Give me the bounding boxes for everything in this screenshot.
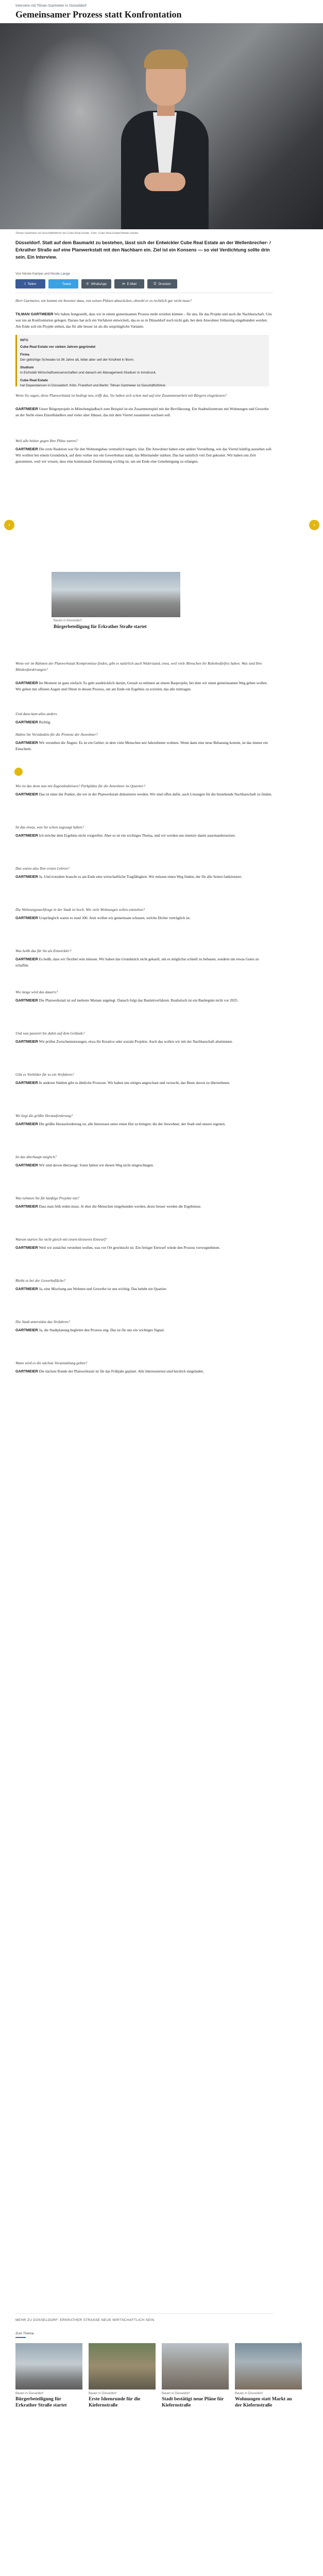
article-headline: Gemeinsamer Prozess statt Konfrontation — [15, 9, 182, 20]
related-card-title: Erste Ideenrunde für die Kiefernstraße — [89, 2397, 141, 2408]
related-heading: Zum Thema — [15, 2332, 34, 2335]
question: Was nehmen Sie für künftige Projekte mit? — [15, 1196, 79, 1200]
article-kicker: Interview mit Tilman Gartmeier in Düsseldorf — [15, 4, 87, 8]
answer-text: Wir haben festgestellt, dass wir in einem gemeinsamen Prozess mehr erzielen können – für uns, für das Projekt und auch die Nachbarschaft. Uns war nie an Konfrontation gelegen. Daraus hat sich ein Verfahren entwickelt, das es so in Düsseldorf noch nicht gab, bei dem Anwohner frühzeitig eingebunden werden. Am Ende soll ein Projekt stehen, das für alle besser ist als die ursprüngliche Variante. — [15, 312, 272, 329]
related-card[interactable] — [89, 2343, 156, 2446]
answer-text: In anderen Städten gibt es ähnliche Prozesse. Wir haben uns einiges angeschaut und versucht, das Beste davon zu übernehmen. — [38, 1080, 230, 1085]
related-card-title: Stadt bestätigt neue Pläne für Kiefernstraße — [162, 2397, 224, 2408]
answer — [15, 874, 273, 880]
speaker-label: GARTMEIER — [15, 681, 38, 685]
question: Wenn Sie sagen, diese Planwerkstatt ist bedingt neu, trifft das. Sie haben sich schon mal auf eine Zusammenarbeit mit Bürgern eingelassen? — [15, 393, 227, 398]
answer — [15, 1327, 273, 1333]
prev-article-button[interactable] — [4, 520, 14, 530]
speaker-label: GARTMEIER — [15, 1039, 38, 1044]
info-text: in Eichstätt Wirtschaftswissenschaften und danach ein Management-Studium in Innsbruck. — [20, 371, 157, 375]
answer-text: Ja, die Stadtplanung begleitet den Prozess eng. Das ist für uns ein wichtiges Signal. — [38, 1328, 165, 1332]
share-mail-label: E-Mail — [127, 282, 137, 286]
speaker-label: GARTMEIER — [15, 957, 38, 961]
question: Die Stadt unterstützt das Verfahren? — [15, 1319, 70, 1324]
answer-text: Weil wir zunächst verstehen wollen, was vor Ort gewünscht ist. Ein fertiger Entwurf würde den Prozess vorwegnehmen. — [38, 1245, 220, 1250]
answer — [15, 1368, 273, 1375]
question: Und dann kam alles anders. — [15, 711, 58, 716]
inline-teaser[interactable] — [52, 572, 180, 639]
info-label: Studium — [20, 366, 34, 369]
related-card[interactable] — [162, 2343, 229, 2446]
article-lead: Düsseldorf. Statt auf dem Baumarkt zu bestehen, lässt sich der Entwickler Cube Real Estate an der Wellenbrecher- / Erkrather Straße auf eine Planwerkstatt mit den Nachbarn ein. Ziel ist ein Konsens — so viel Verdichtung sollte drin sein. Ein Interview. — [15, 240, 271, 260]
related-card-title: Wohnungen statt Markt an der Kiefernstraße — [235, 2397, 292, 2408]
question: Wann wird es die nächste Veranstaltung geben? — [15, 1361, 88, 1365]
print-label: Drucken — [158, 282, 171, 286]
speaker-label: GARTMEIER — [15, 720, 38, 724]
question: Gibt es Vorbilder für so ein Verfahren? — [15, 1072, 74, 1077]
speaker-label: GARTMEIER — [15, 1204, 38, 1209]
question: Ist das etwas, was Sie schon zugesagt haben? — [15, 825, 84, 829]
related-card-kicker: Bauen in Düsseldorf — [162, 2392, 190, 2395]
speaker-label: GARTMEIER — [15, 1122, 38, 1126]
related-underline — [15, 2337, 26, 2338]
question: Ist das überhaupt möglich? — [15, 1155, 57, 1159]
answer-text: Die größte Herausforderung ist, alle Interessen unter einen Hut zu bringen: die der Anwohner, der Stadt und unsere eigenen. — [38, 1122, 226, 1126]
answer — [15, 1286, 273, 1292]
info-box — [15, 335, 269, 386]
question: Bleibt es bei der Gewerbefläche? — [15, 1278, 66, 1283]
print-icon: ⎙ — [154, 282, 157, 285]
related-card-image — [15, 2343, 82, 2389]
answer-text: Unser Bürgerprojekt in Mönchengladbach zum Beispiel ist ein Zusammenspiel mit der Bevölkerung. Ein Stadtteilzentrum mit Wohnungen und Gewerbe an der Stelle eines Einzelhändlers und vieler alter Häuser, das mit dem Viertel zusammen wachsen soll. — [15, 406, 269, 417]
related-kicker: MEHR ZU DÜSSELDORF: ERKRATHER STRASSE NEUE WIRTSCHAFTLICH SEIN — [15, 2318, 155, 2322]
share-facebook-label: Teilen — [27, 282, 37, 286]
question: Und was passiert bis dahin auf dem Gelände? — [15, 1031, 85, 1036]
answer — [15, 1204, 273, 1210]
speaker-label: GARTMEIER — [15, 916, 38, 920]
info-label: Firma — [20, 353, 29, 357]
answer — [15, 680, 273, 692]
answer-text: Wir sind davon überzeugt. Sonst hätten wir diesen Weg nicht eingeschlagen. — [38, 1163, 154, 1167]
share-whatsapp-label: WhatsApp — [91, 282, 107, 286]
article-byline: Von Nicole Kampe und Nicole Lange — [15, 272, 70, 276]
answer-text: Das ist einer der Punkte, die wir in der Planwerkstatt diskutieren werden. Wir sind offen dafür, auch Lösungen für die bestehende Nachbarschaft zu finden. — [38, 792, 273, 796]
speaker-label: GARTMEIER — [15, 1369, 38, 1374]
related-card-title: Bürgerbeteiligung für Erkrather Straße startet — [15, 2397, 67, 2408]
answer — [15, 1121, 273, 1127]
speaker-label: GARTMEIER — [15, 1163, 38, 1167]
answer — [15, 791, 273, 798]
teaser-kicker: Bauen in Düsseldorf — [54, 619, 82, 622]
answer-text: Im Moment ist ganz einfach: Es geht ausdrücklich darum, Gestalt zu nehmen an einem Bauprojekt, bei dem wir einen gemeinsamen Weg gehen wollen. Wir gehen mit offenen Augen und Ohren in diesen Prozess, um am Ende ein Ergebnis zu erzielen, das alle mittragen. — [15, 681, 268, 691]
answer — [15, 956, 273, 969]
question: Die Wohnungsnachfrage in der Stadt ist hoch. Wie viele Wohnungen sollen entstehen? — [15, 907, 145, 912]
answer-text: Die erste Reaktion war für den Wohnungsbau vermutlich negativ, klar. Die Anwohner haben eine andere Vorstellung, wie das Viertel künftig aussehen soll. Wir wollten bei einem Grundstück, auf dem vorher nur ein Gewerbebau stand, das Miteinander stärken. Das hat natürlich viel Zeit gekostet. Wir haben uns Zeit genommen, weil wir wissen, dass eine kommunale Zustimmung wichtig ist, um am Ende eine Genehmigung zu erlangen. — [15, 447, 273, 464]
related-card-kicker: Bauen in Düsseldorf — [15, 2392, 44, 2395]
related-card-image — [89, 2343, 156, 2389]
answer — [15, 915, 273, 921]
twitter-icon: 🐦 — [56, 282, 60, 286]
chevron-left-icon: ‹ — [8, 522, 10, 528]
print-button[interactable] — [147, 279, 177, 289]
speaker-label: GARTMEIER — [15, 1245, 38, 1250]
speaker-label: GARTMEIER — [15, 998, 38, 1003]
answer — [15, 833, 273, 839]
answer — [15, 406, 273, 418]
carousel-next-icon[interactable]: › — [299, 2339, 301, 2346]
speaker-label: GARTMEIER — [15, 1328, 38, 1332]
teaser-image — [52, 572, 180, 617]
info-text: Der gebürtige Schwabe ist 36 Jahre alt, lebte aber seit der Kindheit in Bonn. — [20, 358, 134, 362]
share-facebook-button[interactable] — [15, 279, 45, 289]
info-text: hat Dependancen in Düsseldorf, Köln, Frankfurt und Berlin; Tilman Gartmeier ist Geschäftsführer. — [20, 384, 166, 387]
question: Haben Sie Verständnis für die Proteste der Anwohner? — [15, 732, 98, 737]
question: Wo liegt die größte Herausforderung? — [15, 1113, 73, 1118]
answer — [15, 446, 273, 465]
answer — [15, 1245, 273, 1251]
related-card[interactable] — [15, 2343, 82, 2446]
answer — [15, 1039, 273, 1045]
share-mail-button[interactable] — [114, 279, 144, 289]
share-whatsapp-button[interactable] — [81, 279, 111, 289]
answer — [15, 719, 273, 725]
speaker-label: GARTMEIER — [15, 740, 38, 745]
answer-text: Dass man früh reden muss. Je eher die Menschen eingebunden werden, desto besser werden die Ergebnisse. — [38, 1204, 201, 1209]
teaser-title: Bürgerbeteiligung für Erkrather Straße startet — [54, 624, 147, 629]
answer-text: Ich möchte dem Ergebnis nicht vorgreifen. Aber es ist ein wichtiges Thema, und wir werden uns intensiv damit auseinandersetzen. — [38, 833, 236, 838]
speaker-label: GARTMEIER — [15, 1286, 38, 1291]
answer — [15, 311, 273, 330]
share-twitter-button[interactable] — [48, 279, 78, 289]
related-card-kicker: Bauen in Düsseldorf — [235, 2392, 263, 2395]
related-card-image — [162, 2343, 229, 2389]
answer — [15, 1162, 273, 1168]
speaker-label: GARTMEIER — [15, 874, 38, 879]
speaker-label: GARTMEIER — [15, 447, 38, 451]
answer — [15, 740, 273, 752]
info-box-title: Cube Real Estate vor sieben Jahren gegründet — [20, 345, 96, 349]
speaker-label: TILMAN GARTMEIER — [15, 312, 54, 316]
answer-text: Es heißt, dass wir flexibel sein müssen. Wir haben das Grundstück nicht gekauft, um es möglichst schnell zu bebauen, sondern um etwas Gutes zu schaffen. — [15, 957, 259, 968]
answer-text: Wir prüfen Zwischennutzungen, etwa für Kreative oder soziale Projekte. Auch das wollen wir mit der Nachbarschaft abstimmen. — [38, 1039, 233, 1044]
answer — [15, 1080, 273, 1086]
question: Was heißt das für Sie als Entwickler? — [15, 948, 72, 953]
speaker-label: GARTMEIER — [15, 833, 38, 838]
info-box-heading: INFO — [20, 338, 28, 342]
question: Wie lange wird das dauern? — [15, 990, 58, 994]
answer-text: Ja. Und trotzdem braucht es am Ende eine wirtschaftliche Tragfähigkeit. Wir müssen einen Weg finden, der für alle Seiten funktioniert. — [38, 874, 243, 879]
info-label: Cube Real Estate — [20, 379, 48, 382]
speaker-label: GARTMEIER — [15, 1080, 38, 1085]
portrait-photo — [121, 46, 209, 229]
share-twitter-label: Tweet — [62, 282, 71, 286]
answer-text: Richtig. — [38, 720, 51, 724]
speaker-label: GARTMEIER — [15, 406, 38, 411]
question: Das waren also Ihre ersten Lehren? — [15, 866, 70, 871]
chevron-right-icon: › — [313, 522, 315, 528]
facebook-icon: f — [24, 282, 26, 286]
mail-icon: ✉ — [122, 282, 125, 286]
related-card-kicker: Bauen in Düsseldorf — [89, 2392, 117, 2395]
answer-text: Die nächste Runde der Planwerkstatt ist für das Frühjahr geplant. Alle Interessierten sind herzlich eingeladen. — [38, 1369, 204, 1374]
question: Wenn wir im Rahmen der Planwerkstatt Kompromisse finden, gibt es natürlich auch Widerstand, etwa, weil viele Menschen ihr Ruhebedürfnis haben. Was sind Ihre Mindestforderungen? — [15, 661, 262, 672]
whatsapp-icon: ✆ — [86, 282, 89, 286]
share-bar — [15, 279, 177, 290]
hero-image — [0, 23, 323, 229]
next-article-button[interactable] — [309, 520, 319, 530]
answer-text: Ursprünglich waren es rund 300. Jetzt wollen wir gemeinsam schauen, welche Dichte verträglich ist. — [38, 916, 191, 920]
related-card-image — [235, 2343, 302, 2389]
answer-text: Die Planwerkstatt ist auf mehrere Monate angelegt. Danach folgt das Bauleitverfahren. Realistisch ist ein Baubeginn nicht vor 2025. — [38, 998, 239, 1003]
audio-indicator-icon — [14, 768, 23, 776]
question: Weil alle bisher gegen Ihre Pläne waren? — [15, 438, 78, 443]
image-caption: Tilman Gartmeier ist Geschäftsführer bei Cube Real Estate. Foto: Cube Real Estate/Stefan Hanke — [15, 232, 139, 235]
answer-text: Ja, eine Mischung aus Wohnen und Gewerbe ist uns wichtig. Das belebt ein Quartier. — [38, 1286, 167, 1291]
question: Herr Gartmeier, wie kommt ein Investor dazu, von seinen Plänen abzurücken, obwohl er es rechtlich gar nicht muss? — [15, 298, 192, 303]
answer — [15, 997, 273, 1004]
speaker-label: GARTMEIER — [15, 792, 38, 796]
answer-text: Wir verstehen die Ängste. Es ist ein Gebiet, in dem viele Menschen seit Jahrzehnten wohnen. Wenn dann eine neue Bebauung kommt, ist das immer ein Einschnitt. — [15, 740, 268, 751]
question: Warum starten Sie nicht gleich mit einem kleineren Entwurf? — [15, 1237, 107, 1242]
divider — [15, 2313, 273, 2314]
related-card[interactable] — [235, 2343, 302, 2446]
question: Wie ist das denn nun mit Zugeständnissen? Parkplätze für die Anwohner im Quartier? — [15, 784, 146, 788]
